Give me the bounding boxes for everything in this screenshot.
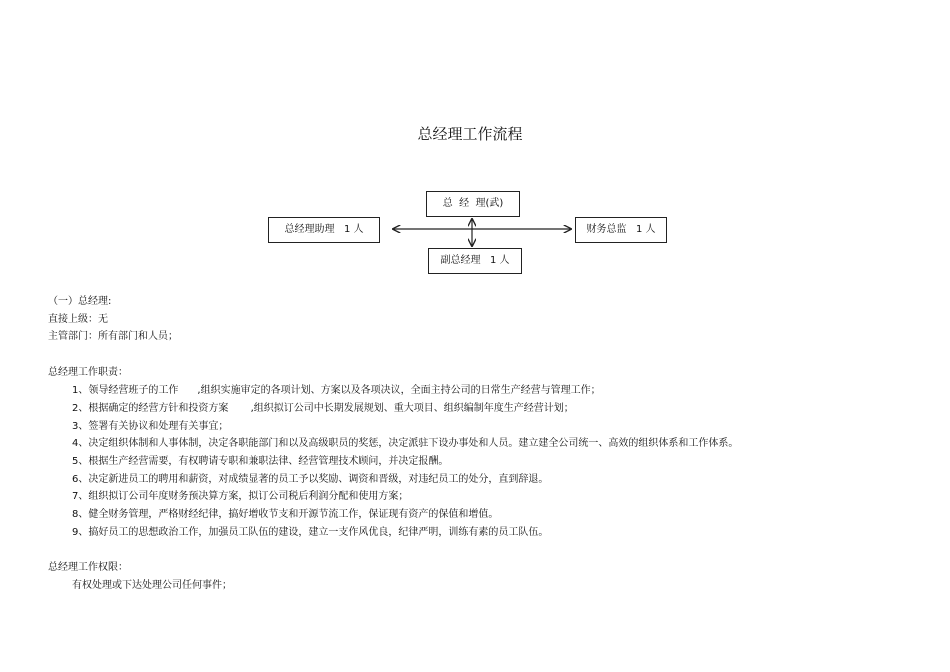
- duty-item: 5、根据生产经营需要，有权聘请专职和兼职法律、经营管理技术顾问，并决定报酬。: [72, 456, 449, 467]
- duty-item: 1、领导经营班子的工作 ,组织实施审定的各项计划、方案以及各项决议，全面主持公司的日常生产经营与管理工作；: [72, 385, 601, 396]
- duty-item: 2、根据确定的经营方针和投资方案 ,组织拟订公司中长期发展规划、重大项目、组织编制年度生产经营计划；: [72, 403, 574, 414]
- document-title: 总经理工作流程: [417, 125, 523, 143]
- duty-item: 6、决定新进员工的聘用和薪资，对成绩显著的员工予以奖励、调资和晋级，对违纪员工的处分，直到辞退。: [72, 474, 549, 485]
- duty-item: 4、决定组织体制和人事体制，决定各职能部门和以及高级职员的奖惩，决定派驻下设办事处和人员。建立建全公司统一、高效的组织体系和工作体系。: [72, 438, 739, 449]
- managed-departments: 主管部门：所有部门和人员；: [48, 331, 178, 342]
- authority-heading: 总经理工作权限：: [48, 562, 128, 573]
- direct-superior: 直接上级：无: [48, 314, 108, 325]
- duty-item: 8、健全财务管理，严格财经纪律，搞好增收节支和开源节流工作，保证现有资产的保值和增值。: [72, 509, 499, 520]
- finance-director-box: 财务总监 1 人: [575, 217, 667, 243]
- general-manager-box: 总 经 理(武): [426, 191, 520, 217]
- duty-item: 7、组织拟订公司年度财务预决算方案，拟订公司税后利润分配和使用方案；: [72, 491, 409, 502]
- section-heading: （一）总经理:: [48, 296, 112, 307]
- authority-item: 有权处理或下达处理公司任何事件；: [72, 580, 232, 591]
- duty-item: 9、搞好员工的思想政治工作，加强员工队伍的建设，建立一支作风优良，纪律严明，训练有素的员工队伍。: [72, 527, 549, 538]
- duties-heading: 总经理工作职责：: [48, 367, 128, 378]
- assistant-box: 总经理助理 1 人: [268, 217, 380, 243]
- duty-item: 3、签署有关协议和处理有关事宜；: [72, 421, 229, 432]
- deputy-manager-box: 副总经理 1 人: [428, 248, 522, 274]
